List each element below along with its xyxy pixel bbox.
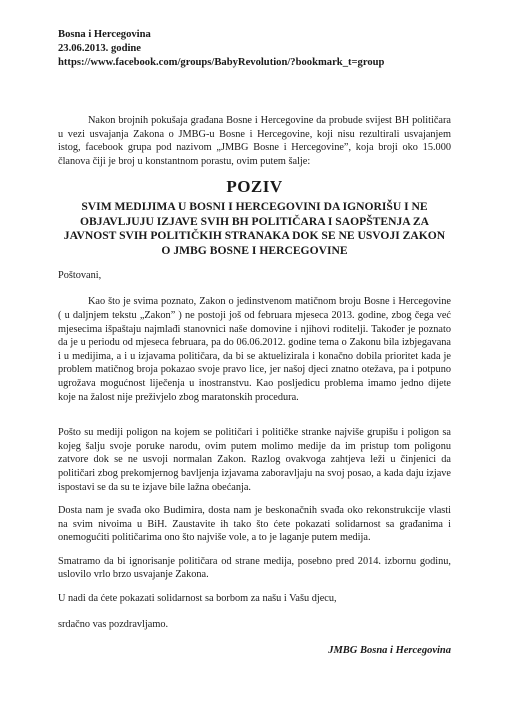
body-paragraph-2: Pošto su mediji poligon na kojem se političari i političke stranke najviše grupišu i poligon sa kojeg šalju svoje poruke narodu, ovim putem molimo medije da im pristup tom poligonu zatvore dok se ne usvoji normalan Zakon. Razlog ovakvoga zahtjeva leži u činjenici da političari zbog prekomjernog bavljenja izjavama zaboravljaju na svoj posao, a kada daju izjave ispostavi se da su te izjave bile lažna obećanja. [58, 427, 451, 493]
header-location: Bosna i Hercegovina [58, 29, 151, 40]
intro-paragraph: Nakon brojnih pokušaja građana Bosne i Hercegovine da probude svijest BH političara u vezi usvajanja Zakona o JMBG-u Bosne i Hercegovine, koji nisu rezultirali usvajanjem istog, facebook grupa pod nazivom „JMBG Bosne i Hercegovine”, koja broji oko 15.000 članova čiji je broj u konstantnom porastu, ovim putem šalje: [58, 115, 451, 167]
body-paragraph-1: Kao što je svima poznato, Zakon o jedinstvenom matičnom broju Bosne i Hercegovine ( u daljnjem tekstu „Zakon” ) ne postoji još od februara mjeseca 2013. godine, zbog čega već mjesecima išpaštaju najmlađi stanovnici naše domovine i njihovi roditelji. Također je poznato da je u periodu od mjeseca februara, pa do 06.06.2012. godine tema o Zakonu bila izbjegavana i u medijima, a i u izjavama političara, da bi se aktuelizirala i konačno dobila prioritet kada je problem matičnog broja pokazao svoje pravo lice, jer našoj djeci znatno otežava, pa i potpuno ugrožava mogućnost liječenja u inostranstvu. Kao posljedicu problema imamo jedno dijete koje na žalost nije preživjelo zbog maratonskih procedura. [58, 296, 451, 403]
closing-line: srdačno vas pozdravljamo. [58, 618, 169, 630]
body-paragraph-3: Dosta nam je svađa oko Budimira, dosta nam je beskonačnih svađa oko rekonstrukcije vlasti na svim nivoima u BiH. Zaustavite ih tako što ćete pokazati solidarnost sa građanima i onemogućiti političarima ono što najviše vole, a to je laganje putem medija. [58, 505, 451, 544]
header-url: https://www.facebook.com/groups/BabyRevolution/?bookmark_t=group [58, 57, 385, 68]
document-title: POZIV [226, 177, 283, 197]
greeting: Poštovani, [58, 270, 102, 282]
header-date: 23.06.2013. godine [58, 43, 141, 54]
body-paragraph-5: U nadi da ćete pokazati solidarnost sa borbom za našu i Vašu djecu, [58, 593, 337, 605]
document-subtitle: SVIM MEDIJIMA U BOSNI I HERCEGOVINI DA IGNORIŠU I NE OBJAVLJUJU IZJAVE SVIH BH POLITIČARA I SAOPŠTENJA ZA JAVNOST SVIH POLITIČKIH STRANAKA DOK SE NE USVOJI ZAKON O JMBG BOSNE I HERCEGOVINE [63, 200, 446, 257]
body-paragraph-4: Smatramo da bi ignorisanje političara od strane medija, posebno pred 2014. izbornu godinu, uslovilo vrlo brzo usvajanje Zakona. [58, 555, 451, 581]
signature: JMBG Bosna i Hercegovina [328, 645, 451, 657]
